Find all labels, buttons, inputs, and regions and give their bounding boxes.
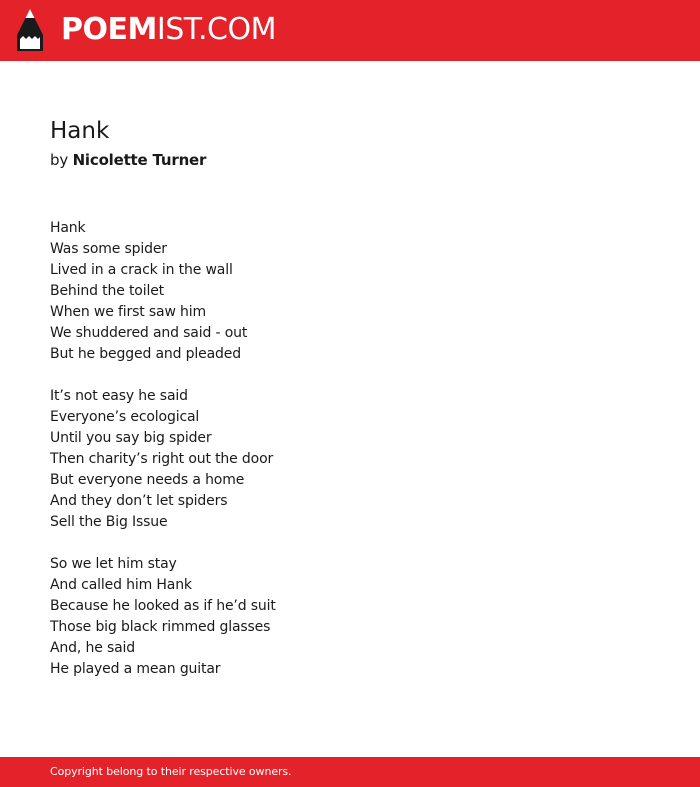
site-logo-text bbox=[61, 9, 276, 51]
poem-title: Hank bbox=[50, 118, 110, 144]
byline-label: by bbox=[50, 151, 68, 169]
poem-byline bbox=[50, 149, 650, 171]
poem-heading bbox=[50, 113, 650, 171]
poem-line: Those big black rimmed glasses bbox=[50, 619, 271, 635]
poem-line: But everyone needs a home bbox=[50, 472, 245, 488]
site-logo[interactable] bbox=[17, 9, 276, 51]
poem-line: And called him Hank bbox=[50, 577, 192, 593]
poem-line: It’s not easy he said bbox=[50, 388, 188, 404]
poem-line: And they don’t let spiders bbox=[50, 493, 228, 509]
logo-text-light: IST.COM bbox=[156, 12, 276, 47]
poem-line: And, he said bbox=[50, 640, 136, 656]
poem-stanza bbox=[50, 218, 650, 365]
poem-line: Lived in a crack in the wall bbox=[50, 262, 233, 278]
poem-body bbox=[50, 218, 650, 701]
poem-line: Then charity’s right out the door bbox=[50, 451, 274, 467]
poem-line: Because he looked as if he’d suit bbox=[50, 598, 276, 614]
poem-line: Was some spider bbox=[50, 241, 167, 257]
poem-stanza bbox=[50, 554, 650, 680]
copyright-notice: Copyright belong to their respective owners. bbox=[50, 765, 292, 778]
logo-text-bold: POEM bbox=[61, 12, 157, 47]
poem-line: Everyone’s ecological bbox=[50, 409, 200, 425]
poem-line: When we first saw him bbox=[50, 304, 206, 320]
pencil-tip-icon bbox=[17, 9, 43, 51]
poem-line: He played a mean guitar bbox=[50, 661, 221, 677]
poem-line: But he begged and pleaded bbox=[50, 346, 241, 362]
poem-line: Sell the Big Issue bbox=[50, 514, 168, 530]
poem-line: Behind the toilet bbox=[50, 283, 165, 299]
poem-line: Until you say big spider bbox=[50, 430, 212, 446]
site-header bbox=[0, 0, 700, 61]
poem-line: Hank bbox=[50, 220, 86, 236]
poem-line: We shuddered and said - out bbox=[50, 325, 248, 341]
site-footer bbox=[0, 757, 700, 787]
poem-author: Nicolette Turner bbox=[72, 151, 207, 169]
poem-line: So we let him stay bbox=[50, 556, 177, 572]
poem-stanza bbox=[50, 386, 650, 533]
